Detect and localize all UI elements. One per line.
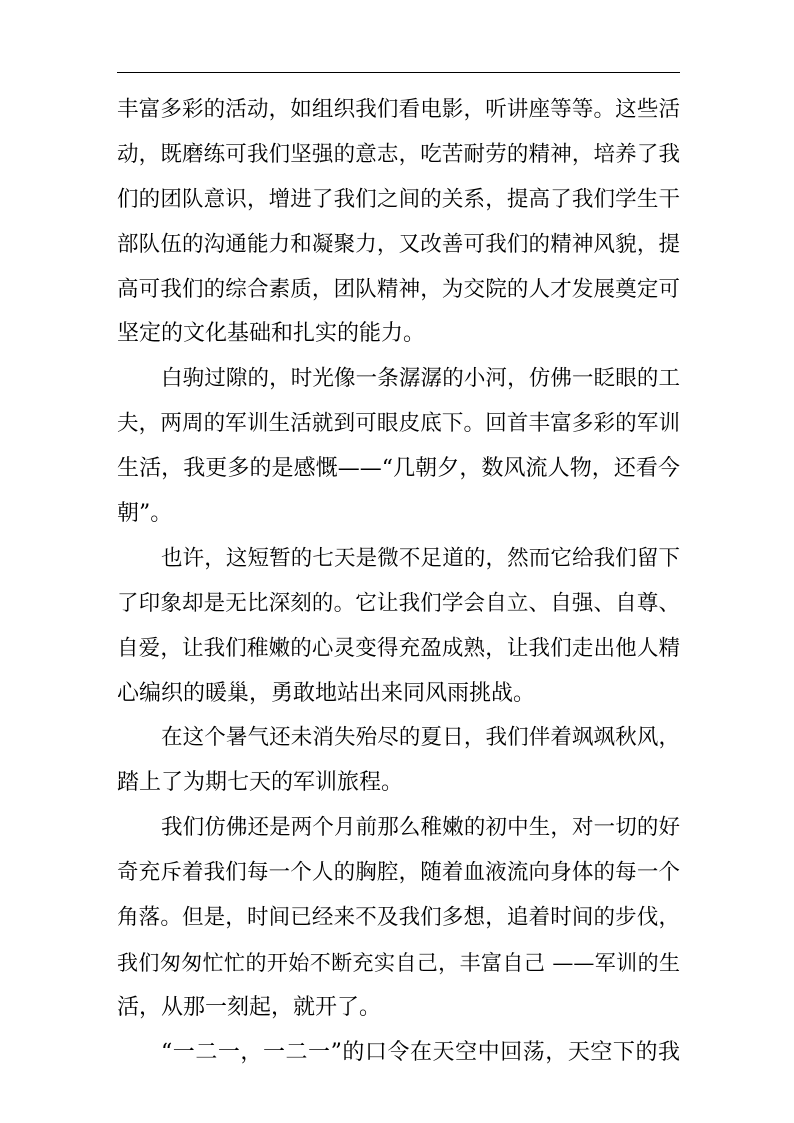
header-rule: [117, 72, 680, 73]
text-line: 动，既磨练可我们坚强的意志，吃苦耐劳的精神，培养了我: [117, 141, 680, 167]
text-line: 们的团队意识，增进了我们之间的关系，提高了我们学生干: [117, 186, 680, 212]
text-line: 朝”。: [117, 501, 173, 527]
paragraph: [117, 88, 680, 357]
paragraph: [117, 716, 680, 806]
text-line: 心编织的暖巢，勇敢地站出来同风雨挑战。: [117, 680, 536, 706]
paragraph: [117, 806, 680, 1030]
text-line: 生活，我更多的是感慨——“几朝夕，数风流人物，还看今: [117, 456, 680, 482]
text-line: 角落。但是，时间已经来不及我们多想，追着时间的步伐，: [117, 905, 680, 931]
text-line: 踏上了为期七天的军训旅程。: [117, 770, 404, 796]
text-line: 自爱，让我们稚嫩的心灵变得充盈成熟，让我们走出他人精: [117, 635, 680, 661]
text-line: 我们匆匆忙忙的开始不断充实自己，丰富自己 ——军训的生: [117, 950, 680, 975]
document-body: [117, 88, 680, 1076]
text-line: 了印象却是无比深刻的。它让我们学会自立、自强、自尊、: [117, 590, 680, 616]
text-line: 也许，这短暂的七天是微不足道的，然而它给我们留下: [161, 545, 680, 571]
text-line: 坚定的文化基础和扎实的能力。: [117, 321, 426, 347]
text-line: “一二一，一二一”的口令在天空中回荡，天空下的我: [161, 1039, 680, 1065]
text-line: 奇充斥着我们每一个人的胸腔，随着血液流向身体的每一个: [117, 860, 680, 886]
text-line: 在这个暑气还未消失殆尽的夏日，我们伴着飒飒秋风，: [161, 725, 680, 751]
text-line: 我们仿佛还是两个月前那么稚嫩的初中生，对一切的好: [161, 815, 680, 841]
text-line: 白驹过隙的，时光像一条潺潺的小河，仿佛一眨眼的工: [161, 366, 680, 392]
paragraph: [117, 1031, 680, 1076]
text-line: 高可我们的综合素质，团队精神，为交院的人才发展奠定可: [117, 276, 680, 302]
text-line: 夫，两周的军训生活就到可眼皮底下。回首丰富多彩的军训: [117, 411, 680, 437]
paragraph: [117, 357, 680, 537]
paragraph: [117, 537, 680, 717]
text-line: 活，从那一刻起，就开了。: [117, 994, 382, 1020]
text-line: 丰富多彩的活动，如组织我们看电影，听讲座等等。这些活: [117, 97, 680, 122]
text-line: 部队伍的沟通能力和凝聚力，又改善可我们的精神风貌，提: [117, 231, 680, 257]
